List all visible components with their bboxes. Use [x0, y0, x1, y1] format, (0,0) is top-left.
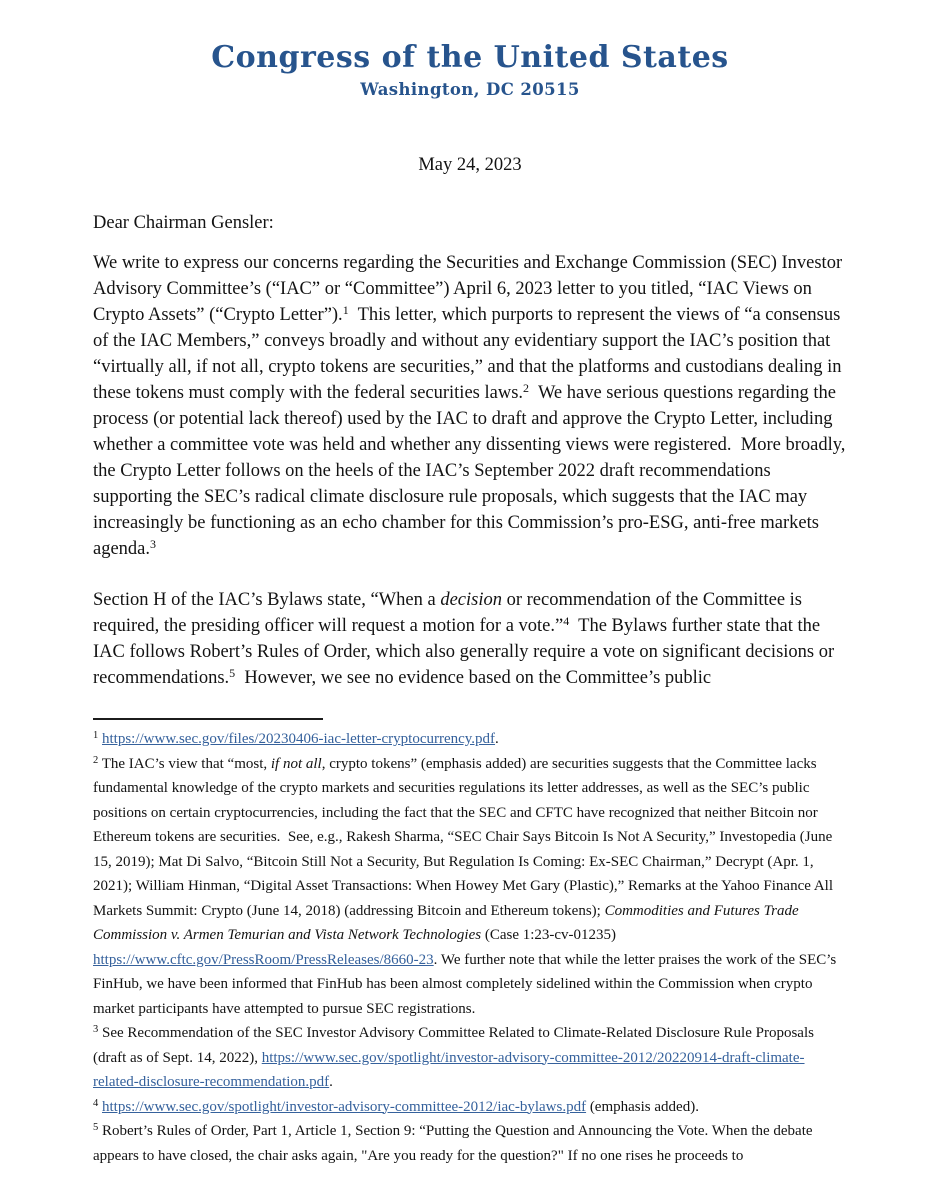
hyperlink[interactable]: https://www.sec.gov/spotlight/investor-advisory-committee-2012/iac-bylaws.pdf: [102, 1098, 587, 1115]
letterhead: [93, 40, 847, 99]
footnote-ref-superscript: 2: [523, 381, 530, 395]
body-paragraph-2: [93, 587, 847, 691]
footnote-3: [93, 1021, 847, 1095]
footnote-ref-superscript: 1: [93, 730, 99, 741]
text-run: Robert’s Rules of Order, Part 1, Article 1, Section 9: “Putting the Question and Announcing the Vote. When the debate appears to have closed, the chair asks again, "Are you ready for the question?" If no one rises he proceeds to: [93, 1123, 817, 1164]
letterhead-title: Congress of the United States: [211, 40, 729, 75]
text-run: if not all: [270, 755, 322, 772]
footnote-ref-superscript: 3: [150, 537, 157, 551]
footnote-ref-superscript: 2: [93, 754, 99, 766]
footnote-ref-superscript: 4: [563, 614, 570, 628]
text-run: , crypto tokens” (emphasis added) are securities suggests that the Committee lacks fundamental knowledge of the crypto markets and securities regulations its letter addresses, as well as the SEC’s public positions on certain cryptocurrencies, including the fact that the SEC and CFTC have recognized that neither Bitcoin nor Ethereum tokens are securities. See, e.g., Rakesh Sharma, “SEC Chair Says Bitcoin Is Not A Security,” Investopedia (June 15, 2019); Mat Di Salvo, “Bitcoin Still Not a Security, But Regulation Is Coming: Ex-SEC Chairman,” Decrypt (Apr. 1, 2021); William Hinman, “Digital Asset Transactions: When Howey Met Gary (Plastic),” Remarks at the Yahoo Finance All Markets Summit: Crypto (June 14, 2018) (addressing Bitcoin and Ethereum tokens);: [93, 755, 837, 919]
letterhead-address: Washington, DC 20515: [360, 80, 580, 99]
text-run: .: [495, 731, 499, 747]
hyperlink[interactable]: https://www.sec.gov/spotlight/investor-advisory-committee-2012/20220914-draft-climate-related-disclosure-recommendation.pdf: [93, 1049, 805, 1090]
footnote-ref-superscript: 5: [93, 1122, 99, 1133]
hyperlink[interactable]: https://www.sec.gov/files/20230406-iac-letter-cryptocurrency.pdf: [102, 731, 496, 747]
footnote-ref-superscript: 1: [342, 303, 349, 317]
footnote-1: [93, 727, 847, 752]
footnote-ref-superscript: 5: [229, 666, 236, 680]
salutation: Dear Chairman Gensler:: [93, 213, 274, 233]
text-run: (Case 1:23-cv-01235): [481, 927, 620, 943]
footnote-4: [93, 1095, 847, 1120]
text-run: (emphasis added).: [586, 1098, 699, 1115]
footnote-5: [93, 1119, 847, 1168]
body-paragraph-1: [93, 250, 851, 562]
text-run: The IAC’s view that “most,: [98, 755, 271, 772]
text-run: Section H of the IAC’s Bylaws state, “When a: [93, 590, 441, 610]
footnote-2: [93, 752, 847, 1022]
text-run: However, we see no evidence based on the Committee’s public: [235, 668, 712, 688]
text-run: The Bylaws further state that the IAC follows Robert’s Rules of Order, which also generally require a vote on significant decisions or recommendations.: [93, 616, 839, 688]
text-run: We write to express our concerns regarding the Securities and Exchange Commission (SEC) Investor Advisory Committee’s (“IAC” or “Committee”) April 6, 2023 letter to you titled, “IAC Views on Crypto Assets” (“Crypto Letter”).: [93, 253, 846, 325]
letter-date: May 24, 2023: [418, 155, 522, 175]
footnote-separator: [93, 718, 323, 720]
text-run: Commodities and Futures Trade Commission v. Armen Temurian and Vista Network Technologies: [93, 902, 803, 943]
text-run: . We further note that while the letter praises the work of the SEC’s FinHub, we have been informed that FinHub has been almost completely sidelined within the Commission when crypto market participants have attempted to pursue SEC registrations.: [93, 951, 840, 1017]
footnotes-section: [93, 727, 847, 1168]
text-run: This letter, which purports to represent the views of “a consensus of the IAC Members,” conveys broadly and without any evidentiary support the IAC’s position that “virtually all, if not all, crypto tokens are securities,” and that the platforms and custodians dealing in these tokens must comply with the federal securities laws.: [93, 305, 847, 403]
text-run: or recommendation of the Committee is required, the presiding officer will request a motion for a vote.”: [93, 590, 807, 636]
text-run: .: [329, 1074, 333, 1090]
footnote-ref-superscript: 4: [93, 1097, 99, 1109]
text-run: decision: [440, 590, 502, 610]
text-run: See Recommendation of the SEC Investor Advisory Committee Related to Climate-Related Disclosure Rule Proposals (draft as of Sept. 14, 2022),: [93, 1025, 818, 1066]
text-run: We have serious questions regarding the process (or potential lack thereof) used by the IAC to draft and approve the Crypto Letter, including whether a committee vote was held and whether any dissenting views were registered. More broadly, the Crypto Letter follows on the heels of the IAC’s September 2022 draft recommendations supporting the SEC’s radical climate disclosure rule proposals, which suggests that the IAC may increasingly be functioning as an echo chamber for this Commission’s pro-ESG, anti-free markets agenda.: [93, 383, 851, 559]
footnote-ref-superscript: 3: [93, 1024, 99, 1035]
hyperlink[interactable]: https://www.cftc.gov/PressRoom/PressReleases/8660-23: [93, 951, 434, 968]
